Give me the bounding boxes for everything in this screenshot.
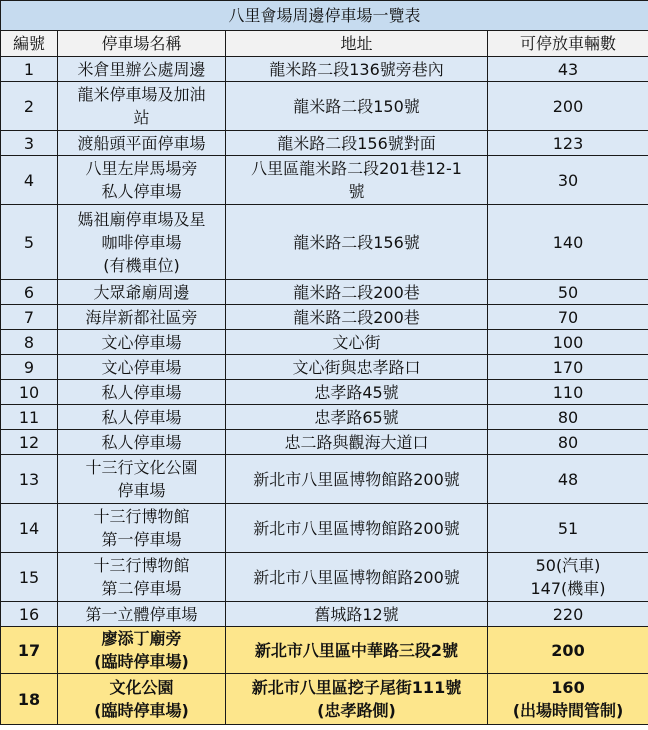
cell-number: 7 — [1, 305, 58, 330]
cell-lot-name-line: 媽祖廟停車場及星 — [77, 209, 206, 229]
cell-capacity — [488, 553, 648, 602]
cell-capacity-line: 80 — [557, 432, 579, 452]
cell-lot-name — [58, 553, 226, 602]
cell-address-line: 舊城路12號 — [314, 604, 399, 624]
cell-capacity-line: 50(汽車) — [535, 556, 601, 575]
cell-address — [226, 627, 488, 674]
cell-capacity-line: 80 — [557, 407, 579, 427]
cell-lot-name-line: 八里左岸馬場旁 — [85, 159, 198, 178]
table-row — [1, 504, 648, 553]
cell-capacity — [488, 82, 648, 131]
cell-address — [226, 82, 488, 131]
cell-capacity-line: 43 — [557, 59, 579, 79]
cell-capacity — [488, 330, 648, 355]
cell-capacity-line: 30 — [557, 170, 579, 190]
cell-lot-name — [58, 430, 226, 455]
table-header-row — [1, 31, 648, 57]
cell-address — [226, 674, 488, 725]
cell-address — [226, 455, 488, 504]
cell-address-line: 龍米路二段136號旁巷內 — [269, 59, 444, 79]
table-row — [1, 674, 648, 725]
cell-lot-name — [58, 330, 226, 355]
cell-capacity — [488, 627, 648, 674]
cell-address — [226, 553, 488, 602]
column-header-name: 停車場名稱 — [58, 31, 226, 57]
column-header-capacity: 可停放車輛數 — [488, 31, 648, 57]
cell-address — [226, 602, 488, 627]
table-row — [1, 553, 648, 602]
cell-capacity — [488, 602, 648, 627]
table-row — [1, 57, 648, 82]
table-row — [1, 455, 648, 504]
column-header-address: 地址 — [226, 31, 488, 57]
cell-number: 1 — [1, 57, 58, 82]
table-title-row — [1, 1, 648, 31]
cell-number: 15 — [1, 553, 58, 602]
cell-lot-name — [58, 131, 226, 156]
cell-capacity-line: 48 — [557, 469, 579, 489]
table-row — [1, 305, 648, 330]
cell-address-line: 忠孝路45號 — [314, 382, 399, 402]
cell-address-line: (忠孝路側) — [317, 701, 396, 720]
cell-lot-name-line: 第一立體停車場 — [85, 604, 198, 624]
cell-number: 11 — [1, 405, 58, 430]
cell-lot-name — [58, 57, 226, 82]
cell-lot-name — [58, 380, 226, 405]
cell-lot-name-line: 大眾爺廟周邊 — [93, 282, 190, 302]
cell-lot-name-line: 文心停車場 — [101, 332, 182, 352]
cell-capacity — [488, 674, 648, 725]
cell-capacity-line: 100 — [552, 332, 584, 352]
cell-lot-name-line: 私人停車場 — [101, 407, 182, 427]
table-row — [1, 131, 648, 156]
cell-number: 14 — [1, 504, 58, 553]
cell-lot-name-line: 十三行博物館 — [93, 507, 190, 526]
cell-capacity — [488, 380, 648, 405]
table-body — [1, 57, 648, 725]
table-row — [1, 380, 648, 405]
cell-address-line: 新北市八里區博物館路200號 — [253, 567, 460, 587]
cell-lot-name — [58, 156, 226, 205]
cell-number: 16 — [1, 602, 58, 627]
cell-lot-name-line: 文心停車場 — [101, 357, 182, 377]
table-row — [1, 405, 648, 430]
cell-address-line: 龍米路二段156號 — [293, 232, 420, 252]
cell-lot-name-line: 咖啡停車場 — [101, 232, 182, 252]
cell-address — [226, 57, 488, 82]
cell-capacity — [488, 355, 648, 380]
cell-address-line: 新北市八里區中華路三段2號 — [254, 640, 459, 660]
cell-address — [226, 305, 488, 330]
cell-number: 10 — [1, 380, 58, 405]
cell-lot-name-line: 文化公園 — [109, 678, 174, 697]
cell-capacity-line: 110 — [552, 382, 584, 402]
table-row — [1, 602, 648, 627]
cell-address — [226, 405, 488, 430]
cell-lot-name — [58, 280, 226, 305]
cell-address-line: 文心街與忠孝路口 — [292, 357, 421, 377]
cell-number: 8 — [1, 330, 58, 355]
cell-number: 3 — [1, 131, 58, 156]
cell-lot-name-line: 龍米停車場及加油 — [77, 85, 206, 104]
cell-address-line: 號 — [348, 182, 365, 201]
table-row — [1, 156, 648, 205]
cell-capacity — [488, 156, 648, 205]
cell-capacity — [488, 205, 648, 280]
table-title: 八里會場周邊停車場一覽表 — [1, 1, 648, 31]
cell-address-line: 新北市八里區博物館路200號 — [253, 518, 460, 538]
table-row — [1, 82, 648, 131]
cell-capacity-line: 160 — [551, 678, 585, 697]
cell-address — [226, 156, 488, 205]
cell-lot-name-line: 海岸新都社區旁 — [85, 307, 198, 327]
cell-address-line: 忠二路與觀海大道口 — [284, 432, 429, 452]
cell-capacity-line: 140 — [552, 232, 584, 252]
cell-lot-name — [58, 305, 226, 330]
cell-number: 5 — [1, 205, 58, 280]
cell-lot-name — [58, 355, 226, 380]
cell-lot-name-line: 十三行博物館 — [93, 556, 190, 575]
cell-capacity — [488, 405, 648, 430]
cell-address-line: 八里區龍米路二段201巷12-1 — [251, 159, 462, 178]
cell-address — [226, 355, 488, 380]
cell-lot-name-line: 第二停車場 — [101, 579, 182, 598]
cell-address-line: 龍米路二段200巷 — [293, 307, 420, 327]
cell-capacity-line: 51 — [557, 518, 579, 538]
cell-address-line: 龍米路二段150號 — [293, 96, 420, 116]
cell-number: 6 — [1, 280, 58, 305]
cell-lot-name — [58, 82, 226, 131]
cell-capacity — [488, 430, 648, 455]
cell-lot-name — [58, 674, 226, 725]
table-row — [1, 205, 648, 280]
cell-capacity-line: (出場時間管制) — [512, 701, 624, 720]
cell-address-line: 忠孝路65號 — [314, 407, 399, 427]
cell-lot-name — [58, 405, 226, 430]
cell-number: 2 — [1, 82, 58, 131]
cell-capacity-line: 170 — [552, 357, 584, 377]
cell-number: 18 — [1, 674, 58, 725]
cell-address-line: 龍米路二段156號對面 — [277, 133, 436, 153]
cell-lot-name — [58, 455, 226, 504]
table-row — [1, 430, 648, 455]
table-row — [1, 330, 648, 355]
cell-address-line: 新北市八里區挖子尾街111號 — [251, 678, 462, 697]
cell-capacity-line: 50 — [557, 282, 579, 302]
cell-lot-name-line: 十三行文化公園 — [85, 458, 198, 477]
cell-lot-name-line: (臨時停車場) — [94, 701, 189, 720]
cell-lot-name — [58, 602, 226, 627]
cell-address — [226, 330, 488, 355]
cell-lot-name-line: 停車場 — [117, 481, 166, 500]
cell-lot-name-line: 私人停車場 — [101, 382, 182, 402]
cell-capacity — [488, 131, 648, 156]
cell-lot-name-line: 第一停車場 — [101, 530, 182, 549]
cell-lot-name-line: (有機車位) — [103, 255, 180, 275]
cell-address — [226, 131, 488, 156]
cell-capacity-line: 70 — [557, 307, 579, 327]
table-row — [1, 627, 648, 674]
cell-capacity-line: 220 — [552, 604, 584, 624]
table-row — [1, 280, 648, 305]
cell-capacity — [488, 280, 648, 305]
cell-capacity-line: 200 — [552, 96, 584, 116]
cell-lot-name-line: (臨時停車場) — [94, 652, 189, 671]
cell-address — [226, 280, 488, 305]
cell-lot-name — [58, 627, 226, 674]
cell-number: 13 — [1, 455, 58, 504]
cell-lot-name-line: 米倉里辦公處周邊 — [77, 59, 206, 79]
cell-lot-name-line: 廖添丁廟旁 — [101, 629, 182, 648]
cell-address — [226, 205, 488, 280]
cell-capacity — [488, 455, 648, 504]
cell-capacity — [488, 504, 648, 553]
table-row — [1, 355, 648, 380]
cell-address-line: 文心街 — [332, 332, 381, 352]
cell-number: 17 — [1, 627, 58, 674]
cell-lot-name — [58, 504, 226, 553]
cell-address-line: 新北市八里區博物館路200號 — [253, 469, 460, 489]
column-header-number: 編號 — [1, 31, 58, 57]
cell-lot-name-line: 渡船頭平面停車場 — [77, 133, 206, 153]
cell-capacity-line: 200 — [551, 640, 585, 660]
cell-number: 9 — [1, 355, 58, 380]
cell-lot-name-line: 站 — [133, 108, 150, 127]
cell-address — [226, 380, 488, 405]
cell-capacity — [488, 57, 648, 82]
cell-number: 4 — [1, 156, 58, 205]
cell-lot-name-line: 私人停車場 — [101, 432, 182, 452]
cell-address — [226, 504, 488, 553]
cell-address-line: 龍米路二段200巷 — [293, 282, 420, 302]
cell-number: 12 — [1, 430, 58, 455]
cell-capacity — [488, 305, 648, 330]
cell-capacity-line: 147(機車) — [530, 579, 606, 598]
cell-capacity-line: 123 — [552, 133, 584, 153]
cell-lot-name-line: 私人停車場 — [101, 182, 182, 201]
cell-address — [226, 430, 488, 455]
cell-lot-name — [58, 205, 226, 280]
